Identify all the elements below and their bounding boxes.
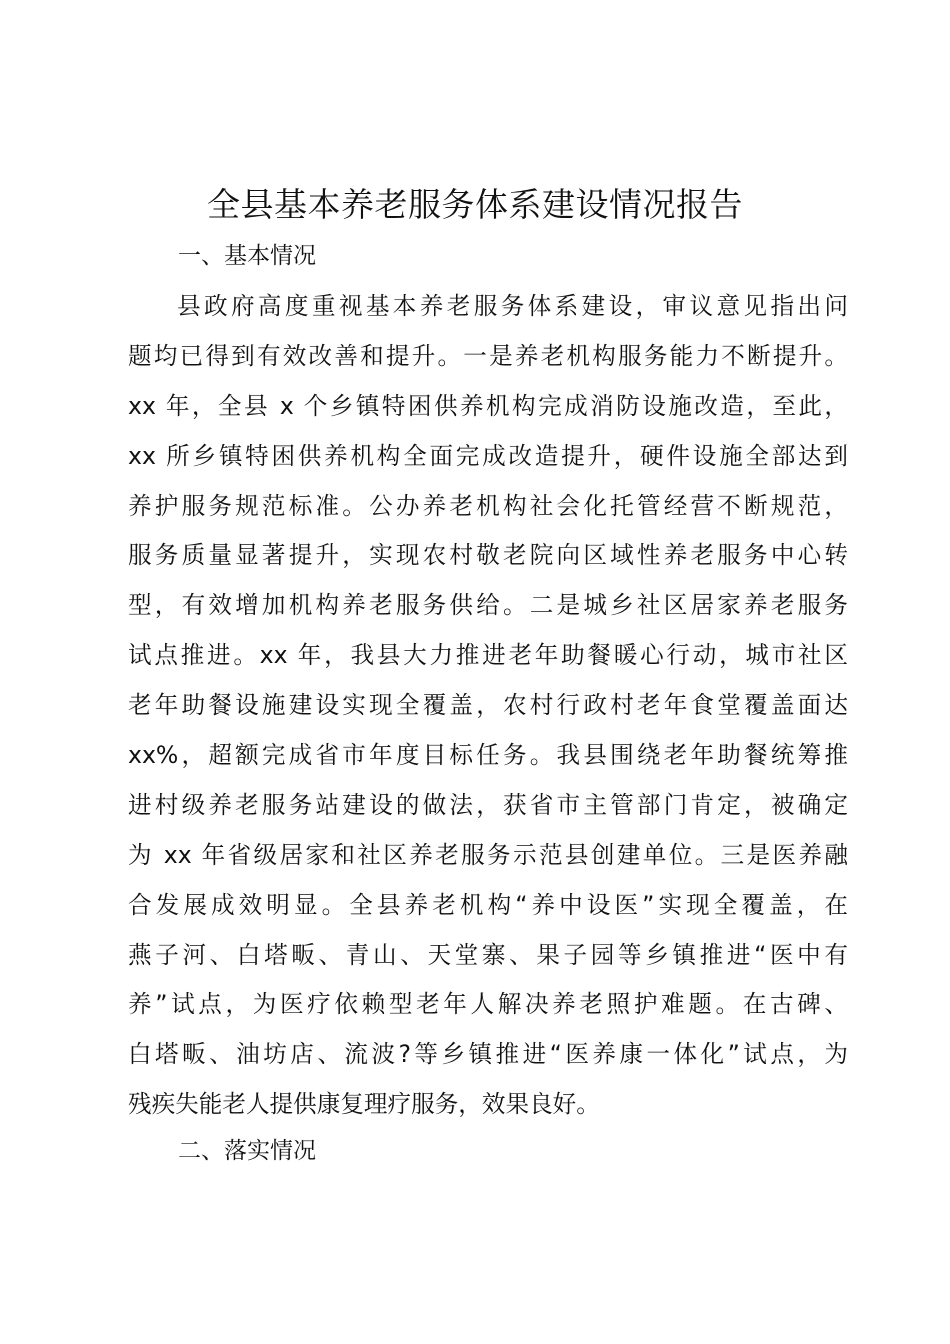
body-paragraph	[128, 282, 848, 1130]
paragraph-line: 合发展成效明显。全县养老机构“养中设医”实现全覆盖，在	[128, 890, 848, 919]
paragraph-line: 养护服务规范标准。公办养老机构社会化托管经营不断规范，	[128, 491, 848, 520]
paragraph-line: xx 所乡镇特困供养机构全面完成改造提升，硬件设施全部达到	[128, 441, 848, 470]
paragraph-line: 县政府高度重视基本养老服务体系建设，审议意见指出问	[177, 292, 848, 320]
paragraph-line: 型，有效增加机构养老服务供给。二是城乡社区居家养老服务	[128, 591, 848, 620]
paragraph-line: 服务质量显著提升，实现农村敬老院向区域性养老服务中心转	[128, 541, 848, 570]
section-heading-implementation: 二、落实情况	[178, 1138, 316, 1164]
paragraph-line: 老年助餐设施建设实现全覆盖，农村行政村老年食堂覆盖面达	[128, 691, 848, 720]
paragraph-line: 为 xx 年省级居家和社区养老服务示范县创建单位。三是医养融	[128, 840, 848, 869]
paragraph-line: 燕子河、白塔畈、青山、天堂寨、果子园等乡镇推进“医中有	[128, 940, 848, 969]
paragraph-line: 试点推进。xx 年，我县大力推进老年助餐暖心行动，城市社区	[128, 641, 848, 670]
section-heading-basic-situation: 一、基本情况	[178, 243, 316, 269]
paragraph-line: 进村级养老服务站建设的做法，获省市主管部门肯定，被确定	[128, 790, 848, 819]
document-title: 全县基本养老服务体系建设情况报告	[207, 185, 743, 224]
paragraph-line: xx%，超额完成省市年度目标任务。我县围绕老年助餐统筹推	[128, 741, 848, 770]
paragraph-line: 白塔畈、油坊店、流波?等乡镇推进“医养康一体化”试点，为	[128, 1040, 848, 1069]
paragraph-line: 养”试点，为医疗依赖型老年人解决养老照护难题。在古碑、	[128, 990, 848, 1019]
paragraph-line: 题均已得到有效改善和提升。一是养老机构服务能力不断提升。	[128, 341, 848, 370]
paragraph-line: 残疾失能老人提供康复理疗服务，效果良好。	[128, 1090, 600, 1119]
paragraph-line: xx 年，全县 x 个乡镇特困供养机构完成消防设施改造，至此，	[128, 391, 848, 420]
